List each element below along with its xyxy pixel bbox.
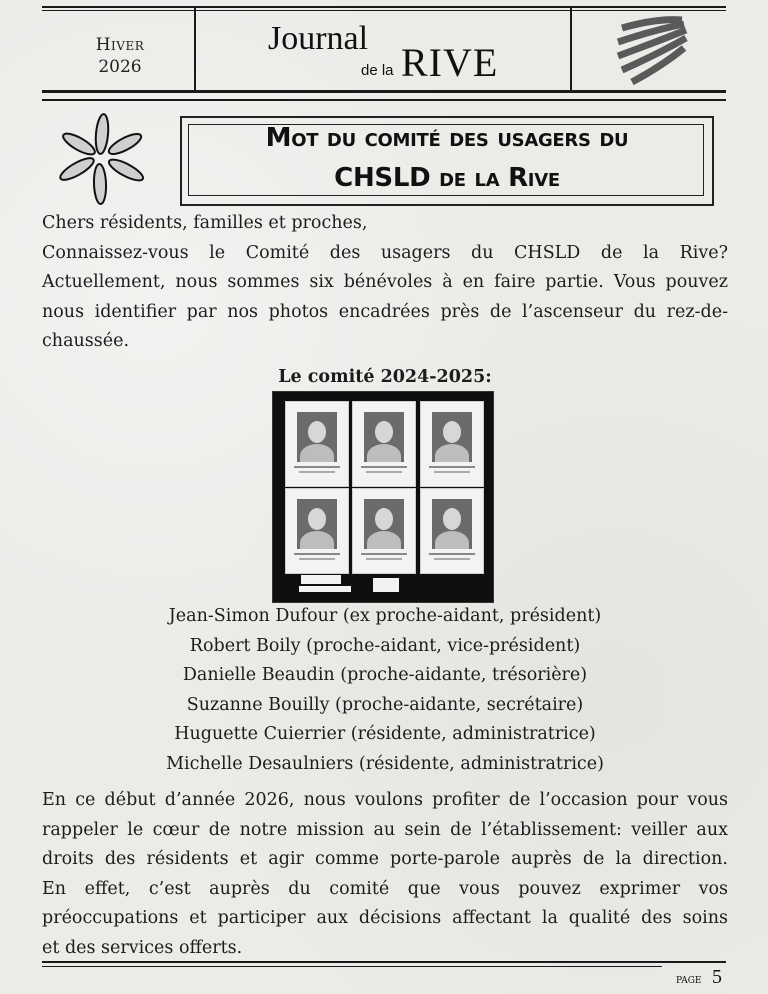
intro-line: Actuellement, nous sommes six bénévoles à en faire partie. Vous pouvez [42, 272, 728, 292]
closing-line: En effet, c’est auprès du comité que vous pouvez exprimer vos [42, 878, 728, 899]
committee-photo-board [273, 392, 493, 602]
greeting-line: Chers résidents, familles et proches, [42, 213, 368, 233]
member-item: Robert Boily (proche-aidant, vice-président) [189, 635, 581, 656]
closing-paragraph [42, 786, 728, 963]
intro-paragraph [42, 239, 728, 357]
masthead-de-la: de la [361, 62, 394, 79]
masthead [196, 14, 570, 86]
member-list [42, 602, 728, 779]
masthead-journal: Journal [268, 20, 369, 57]
issue-season [70, 34, 170, 78]
intro-line: Connaissez-vous le Comité des usagers du CHSLD de la Rive? [42, 242, 728, 263]
closing-line: et des services offerts. [42, 937, 243, 958]
member-portrait [352, 488, 416, 574]
member-item: Suzanne Bouilly (proche-aidante, secrétaire) [186, 694, 584, 715]
flower-ornament-icon [52, 110, 152, 210]
closing-line: rappeler le cœur de notre mission au sein de l’établissement: veiller aux [42, 819, 728, 840]
header-divider-right [570, 8, 572, 90]
footer-rule-thin [42, 966, 662, 967]
header-top-rule-thin [42, 10, 726, 11]
photo-caption-tag [373, 578, 399, 592]
header-bottom-rule-thin [42, 99, 726, 101]
closing-line: droits des résidents et agir comme porte-parole auprès de la direction. [42, 849, 728, 869]
page-number: 5 [712, 966, 722, 988]
member-item: Michelle Desaulniers (résidente, administratrice) [166, 753, 604, 774]
closing-line: préoccupations et participer aux décisions affectant la qualité des soins [42, 908, 728, 928]
member-portrait [420, 488, 484, 574]
member-item: Danielle Beaudin (proche-aidante, trésorière) [182, 665, 588, 685]
member-item: Jean-Simon Dufour (ex proche-aidant, président) [168, 606, 602, 626]
footer-rule [42, 961, 726, 963]
committee-heading: Le comité 2024-2025: [278, 367, 492, 387]
member-portrait [285, 488, 349, 574]
header-top-rule [42, 6, 726, 8]
closing-line: En ce début d’année 2026, nous voulons profiter de l’occasion pour vous [42, 790, 728, 810]
wave-logo-icon [612, 16, 692, 92]
member-portrait [420, 401, 484, 487]
member-portrait [352, 401, 416, 487]
page-label: page [676, 972, 702, 987]
member-portrait [285, 401, 349, 487]
member-item: Huguette Cuierrier (résidente, administratrice) [174, 724, 596, 744]
season-label: Hiver [95, 35, 145, 55]
article-title [180, 118, 714, 198]
year-label: 2026 [98, 57, 142, 77]
title-line-1: Mot du comité des usagers du [265, 123, 629, 153]
intro-line: chaussée. [42, 331, 130, 351]
title-line-2: CHSLD de la Rive [334, 163, 560, 193]
photo-caption-tag [299, 586, 351, 592]
masthead-rive: RIVE [401, 40, 499, 85]
intro-line: nous identifier par nos photos encadrées près de l’ascenseur du rez-de- [42, 301, 728, 322]
greeting [42, 209, 728, 239]
photo-caption-tag [301, 575, 341, 584]
